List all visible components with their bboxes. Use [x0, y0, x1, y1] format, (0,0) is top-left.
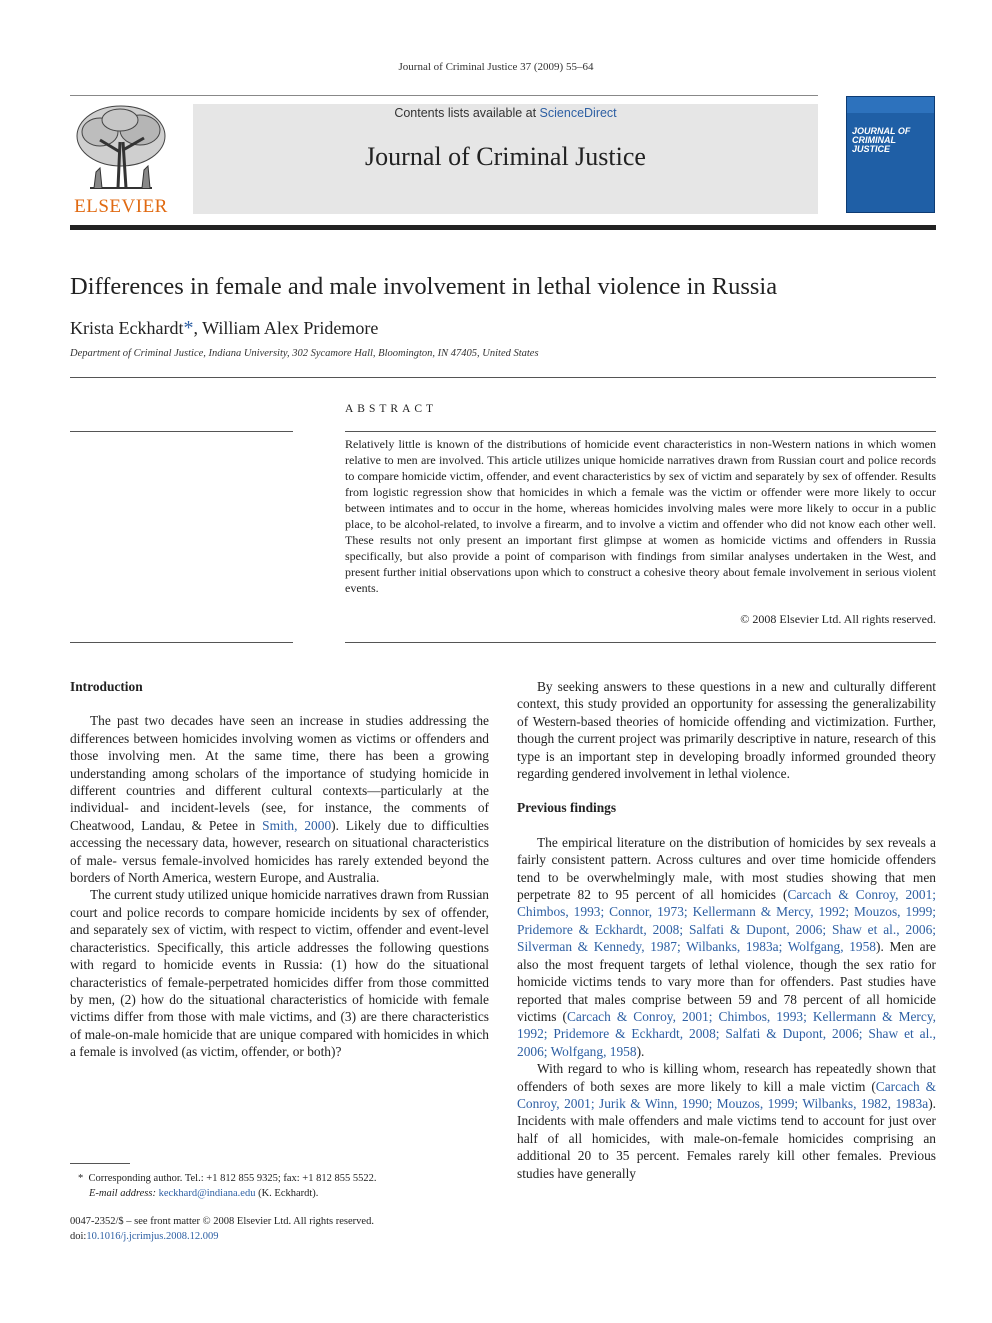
abstract-copyright: © 2008 Elsevier Ltd. All rights reserved. [740, 612, 936, 626]
footnote-mark: * [78, 1173, 84, 1184]
front-matter [70, 1214, 490, 1244]
contents-availability [193, 106, 818, 120]
text-run: The past two decades have seen an increase in studies addressing the differences between homicides involving women as victims or offenders and those involving men. At the same time, there has been a growing understanding among scholars of the importance of studying homicide in different countries and different cultural contexts—particularly at the individual- and incident-levels (see, for instance, the comments of Cheatwood, Landau, & Petee in [70, 713, 489, 833]
text-run: ). Incidents with male offenders and male victims tend to account for just over half of all homicides, with male-on-female homicides comprising an additional 20 to 35 percent. Females rarely kill other females. Previous studies have generally [517, 1095, 936, 1181]
title-divider [70, 377, 936, 378]
journal-cover [846, 96, 935, 213]
author-list [70, 317, 378, 340]
corresponding-author-footnote [70, 1171, 490, 1201]
contents-prefix: Contents lists available at [394, 106, 540, 120]
journal-citation: Journal of Criminal Justice 37 (2009) 55–64 [398, 61, 594, 73]
cover-strip [847, 97, 935, 113]
footnote-text: Corresponding author. Tel.: +1 812 855 9325; fax: +1 812 855 5522. [88, 1173, 377, 1184]
text-run: The empirical literature on the distribution of homicides by sex reveals a fairly consistent pattern. Across cultures and over time homicide offenders tend to be overwhelmingly male, with most studies showing that men perpetrate 82 to 95 percent of all homicides ( [517, 834, 936, 903]
elsevier-logo [70, 102, 172, 217]
journal-banner [193, 104, 818, 214]
paragraph [70, 712, 489, 886]
doi-line [70, 1229, 490, 1244]
author-name: Krista Eckhardt [70, 318, 184, 338]
article-title: Differences in female and male involvement in lethal violence in Russia [70, 273, 778, 300]
abstract-text: Relatively little is known of the distributions of homicide event characteristics in non-Western nations in which women relative to men are involved. This article utilizes unique homicide narratives drawn from Russian court and police records to compare homicide victim, offender, and event characteristics by sex of victim and separately by sex of offender. Results from logistic regression show that homicides in which a female was the victim or offender were more likely to occur between intimates and to occur in the home, whereas homicides involving males were more likely to occur in a public place, to be alcohol-related, to involve a firearm, and to involve a victim and offender who did not know each other well. These results not only present an important first glimpse at women as homicide victims and offenders in Russia specifically, but also provide a point of comparison with findings from similar analyses undertaken in the West, and present further initial observations upon which to construct a cohesive theory about female involvement in serious violent events. [345, 437, 936, 595]
journal-name: Journal of Criminal Justice [365, 142, 646, 171]
right-column [517, 678, 936, 1182]
doi-link[interactable]: 10.1016/j.jcrimjus.2008.12.009 [86, 1231, 219, 1242]
reference-link[interactable]: Carcach & Conroy, 2001; Chimbos, 1993; Kellermann & Mercy, 1992; Pridemore & Eckhardt, 2008; Salfati & Dupont, 2006; Shaw et al., 2006; Wolfgang, 1958 [517, 1008, 937, 1059]
paragraph [517, 834, 936, 1060]
text-run: ). Men are also the most frequent targets of lethal violence, though the sex ratio for homicide victims tends to vary more than for offenders. Past studies have reported that males comprise between 59 and 78 percent of all homicide victims ( [517, 939, 936, 1024]
doi-label: doi: [70, 1231, 87, 1242]
reference-link[interactable]: Smith, 2000 [262, 817, 332, 833]
left-info-rule-top [70, 431, 293, 432]
reference-link[interactable]: Carcach & Conroy, 2001; Chimbos, 1993; Connor, 1973; Kellermann & Mercy, 1992; Mouzos, 1999; Pridemore & Eckhardt, 2008; Salfati & Dupont, 2006; Shaw et al., 2006; Silverman & Kennedy, 1987; Wilbanks, 1983a; Wolfgang, 1958 [517, 887, 936, 955]
text-run: ). [636, 1043, 645, 1059]
text-run: ). Likely due to difficulties accessing the necessary data, however, research on situational characteristics of male- versus female-involved homicides has rarely extended beyond the borders of North America, western Europe, and Australia. [70, 817, 489, 886]
reference-link[interactable]: Carcach & Conroy, 2001; Jurik & Winn, 1990; Mouzos, 1999; Wilbanks, 1982, 1983a [517, 1078, 936, 1111]
abstract-rule-top [345, 431, 936, 432]
affiliation: Department of Criminal Justice, Indiana University, 302 Sycamore Hall, Bloomington, IN 47405, United States [70, 348, 539, 359]
abstract-rule-bottom [345, 642, 936, 643]
left-info-rule-bottom [70, 642, 293, 643]
publisher-wordmark: ELSEVIER [74, 196, 168, 217]
abstract-heading: ABSTRACT [345, 403, 438, 415]
email-suffix: (K. Eckhardt). [255, 1188, 319, 1199]
footnote-rule [70, 1163, 130, 1164]
left-column [70, 678, 489, 1061]
email-label: E-mail address: [89, 1188, 156, 1199]
header-divider [70, 95, 818, 96]
cover-title: JOURNAL OF CRIMINAL JUSTICE [852, 126, 911, 154]
text-run: With regard to who is killing whom, research has repeatedly shown that offenders of both sexes are more likely to kill a male victim ( [517, 1061, 936, 1094]
issn-line: 0047-2352/$ – see front matter © 2008 Elsevier Ltd. All rights reserved. [70, 1216, 374, 1227]
tree-icon [70, 102, 172, 194]
header-thick-rule [70, 225, 936, 230]
corresponding-author-mark[interactable]: * [183, 317, 194, 339]
author-name: , William Alex Pridemore [193, 318, 379, 338]
sciencedirect-link[interactable]: ScienceDirect [539, 106, 617, 120]
paragraph: The current study utilized unique homicide narratives drawn from Russian court and police records to compare homicide incidents by sex of offender, and separately sex of victim, with respect to victim, offender and event-level characteristics. Specifically, this article addresses the following questions with regard to homicide events in Russia: (1) how do the situational characteristics of female-perpetrated homicides differ from those committed by men, (2) how do the situational characteristics of homicide with female victims differ from those with male victims, and (3) are there characteristics of male-on-male homicide that are unique compared with homicides in which a female is involved (as victim, offender, or both)? [70, 887, 490, 1060]
section-heading-introduction: Introduction [70, 679, 143, 694]
paragraph: By seeking answers to these questions in a new and culturally different context, this study provided an opportunity for assessing the generalizability of Western-based theories of homicide offending and victimization. Further, though the current project was primarily descriptive in nature, research of this type is an important step in developing broadly informed grounded theory regarding gendered involvement in lethal violence. [517, 679, 936, 782]
paragraph [517, 1060, 936, 1182]
email-link[interactable]: keckhard@indiana.edu [158, 1188, 256, 1199]
section-heading-previous-findings: Previous findings [517, 800, 617, 816]
